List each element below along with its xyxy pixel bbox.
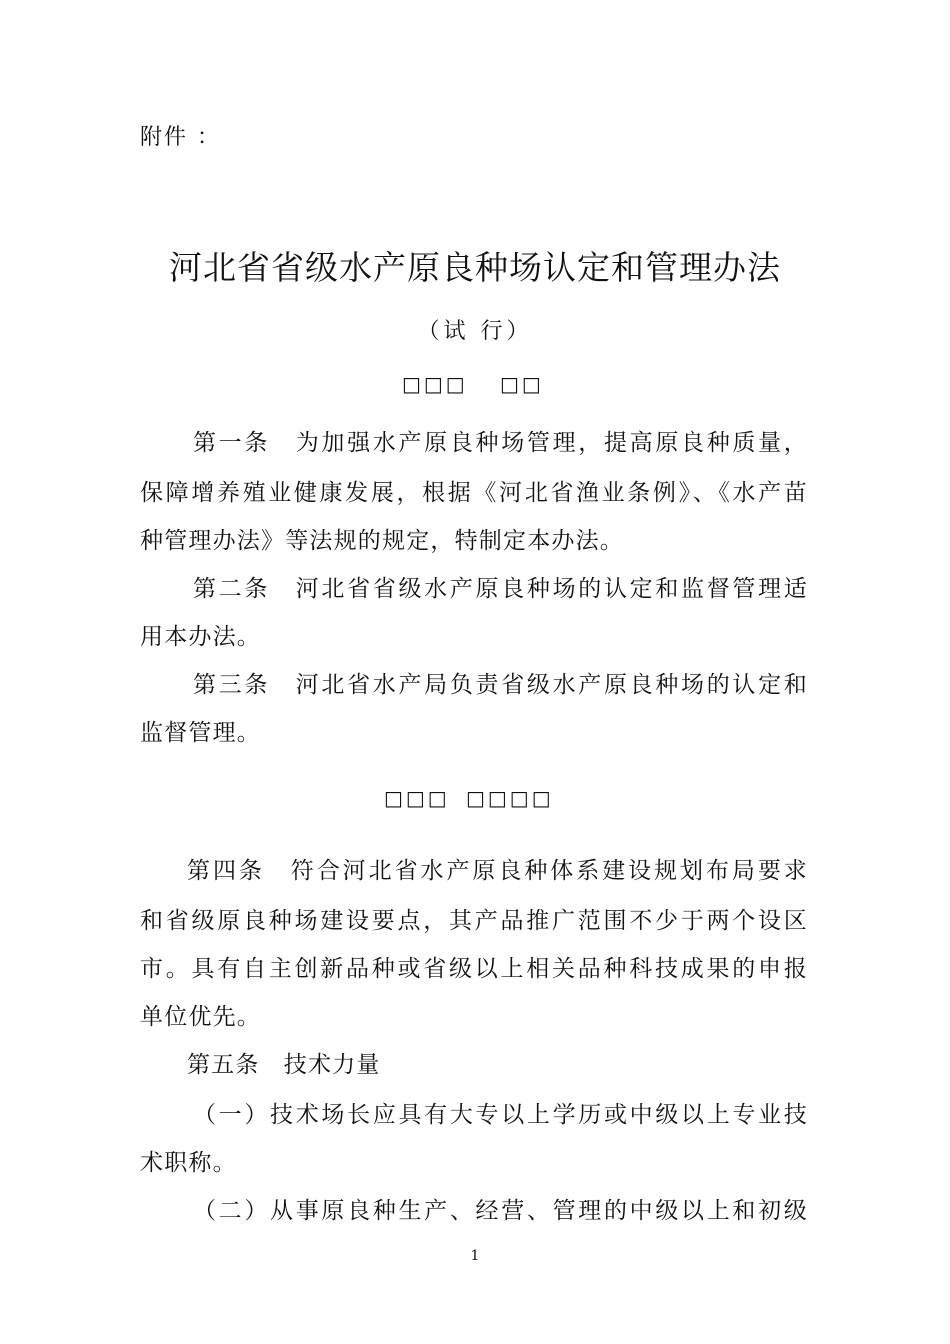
article-5-heading: 第五条 技术力量 xyxy=(187,1052,381,1078)
document-subtitle: （试 行） xyxy=(417,319,533,344)
article-1-line-2: 保障增养殖业健康发展，根据《河北省渔业条例》、《水产苗 xyxy=(140,480,808,506)
attachment-label: 附件 ： xyxy=(140,125,221,150)
article-4-line-1: 第四条 符合河北省水产原良种体系建设规划布局要求 xyxy=(187,858,808,884)
article-1-line-1: 第一条 为加强水产原良种场管理，提高原良种质量， xyxy=(193,430,808,456)
chapter-1-number: □□□ xyxy=(402,372,468,396)
article-5-item-1-line-2: 术职称。 xyxy=(140,1150,237,1176)
chapter-2-number: □□□ xyxy=(384,786,450,810)
article-4-line-4: 单位优先。 xyxy=(140,1004,261,1030)
chapter-1-name: □□ xyxy=(500,372,544,396)
chapter-2-name: □□□□ xyxy=(466,786,554,810)
article-5-item-1-line-1: （一）技术场长应具有大专以上学历或中级以上专业技 xyxy=(193,1102,808,1128)
document-title: 河北省省级水产原良种场认定和管理办法 xyxy=(169,248,781,287)
page-number: 1 xyxy=(470,1248,480,1264)
article-1-line-3: 种管理办法》等法规的规定，特制定本办法。 xyxy=(140,528,624,554)
article-4-line-2: 和省级原良种场建设要点，其产品推广范围不少于两个设区 xyxy=(140,908,808,934)
article-5-item-2-line-1: （二）从事原良种生产、经营、管理的中级以上和初级 xyxy=(193,1198,808,1224)
article-2-line-1: 第二条 河北省省级水产原良种场的认定和监督管理适 xyxy=(193,576,808,602)
article-2-line-2: 用本办法。 xyxy=(140,624,261,650)
article-4-line-3: 市。具有自主创新品种或省级以上相关品种科技成果的申报 xyxy=(140,956,808,982)
article-3-line-2: 监督管理。 xyxy=(140,720,261,746)
article-3-line-1: 第三条 河北省水产局负责省级水产原良种场的认定和 xyxy=(193,672,808,698)
